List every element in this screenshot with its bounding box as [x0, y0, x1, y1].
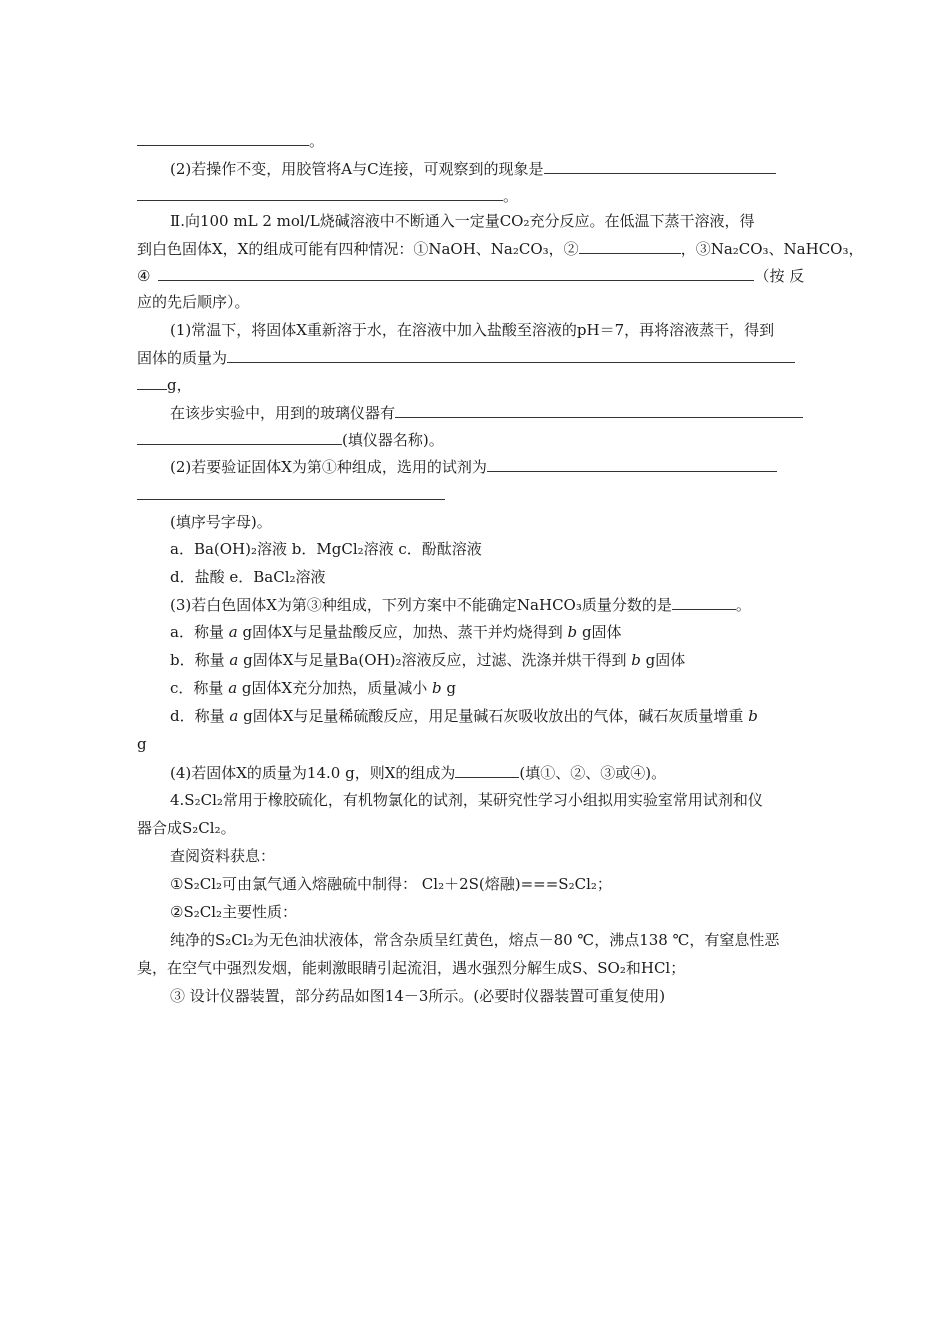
question-4-text: (4)若固体X的质量为14.0 g，则X的组成为 (填①、②、③或④)。 — [170, 764, 667, 782]
question-2-reagent: (2)若要验证固体X为第①种组成，选用的试剂为 — [170, 456, 777, 478]
question-2-options-de: d．盐酸 e．BaCl₂溶液 — [170, 568, 326, 586]
problem-4-intro-cont: 器合成S₂Cl₂。 — [137, 819, 236, 837]
answer-blank[interactable] — [227, 347, 795, 363]
answer-blank[interactable] — [137, 429, 342, 445]
answer-blank[interactable] — [158, 265, 754, 281]
reference-item-2: ②S₂Cl₂主要性质： — [170, 903, 298, 921]
answer-blank[interactable] — [137, 185, 503, 201]
answer-blank[interactable] — [579, 238, 681, 254]
section-ii-order-note: 应的先后顺序）。 — [137, 293, 250, 311]
answer-blank[interactable] — [455, 762, 519, 778]
answer-blank[interactable] — [487, 456, 777, 472]
question-3-option-a: a．称量 a g固体X与足量盐酸反应，加热、蒸干并灼烧得到 b g固体 — [170, 623, 622, 641]
question-3-option-d: d．称量 a g固体X与足量稀硫酸反应，用足量碱石灰吸收放出的气体，碱石灰质量增重 b — [170, 707, 758, 725]
properties-text-cont: 臭，在空气中强烈发烟，能刺激眼睛引起流泪，遇水强烈分解生成S、SO₂和HCl； — [137, 959, 686, 977]
answer-blank[interactable] — [137, 130, 309, 146]
answer-line-3: 。 — [137, 185, 518, 207]
question-1-text: (1)常温下，将固体X重新溶于水，在溶液中加入盐酸至溶液的pH＝7，再将溶液蒸干，得到 — [170, 321, 775, 339]
question-1-glassware: 在该步实验中，用到的玻璃仪器有 — [170, 402, 803, 424]
problem-4-intro: 4.S₂Cl₂常用于橡胶硫化，有机物氯化的试剂，某研究性学习小组拟用实验室常用试剂和仪 — [170, 791, 763, 809]
question-2-note: (填序号字母)。 — [170, 513, 272, 531]
answer-line-1: 。 — [137, 130, 324, 152]
section-ii-intro: Ⅱ.向100 mL 2 mol/L烧碱溶液中不断通入一定量CO₂充分反应。在低温下蒸干溶液，得 — [170, 212, 755, 230]
answer-blank[interactable] — [137, 484, 445, 500]
reference-item-3: ③ 设计仪器装置，部分药品如图14－3所示。(必要时仪器装置可重复使用) — [170, 987, 666, 1005]
reference-item-1: ①S₂Cl₂可由氯气通入熔融硫中制得： Cl₂＋2S(熔融)===S₂Cl₂； — [170, 875, 612, 893]
question-2-reagent-cont — [137, 484, 445, 506]
question-2-operation: (2)若操作不变，用胶管将A与C连接，可观察到的现象是 — [170, 158, 776, 180]
reference-heading: 查阅资料获息： — [170, 847, 276, 865]
section-ii-options: 到白色固体X，X的组成可能有四种情况：①NaOH、Na₂CO₃，② ，③Na₂CO₃、NaHCO₃， — [137, 240, 864, 258]
answer-blank[interactable] — [544, 158, 776, 174]
question-2-options-abc: a．Ba(OH)₂溶液 b．MgCl₂溶液 c．酚酞溶液 — [170, 540, 482, 558]
question-3-text: (3)若白色固体X为第③种组成，下列方案中不能确定NaHCO₃质量分数的是 。 — [170, 596, 751, 614]
properties-text: 纯净的S₂Cl₂为无色油状液体，常含杂质呈红黄色，熔点－80 ℃，沸点138 ℃，有窒息性恶 — [170, 931, 780, 949]
question-1-glassware-cont: (填仪器名称)。 — [137, 429, 444, 451]
question-3-option-d-unit: g — [137, 735, 147, 753]
question-3-option-b: b．称量 a g固体X与足量Ba(OH)₂溶液反应，过滤、洗涤并烘干得到 b g固体 — [170, 651, 686, 669]
section-ii-option-4: ④ （按 反 — [137, 267, 805, 285]
question-3-option-c: c．称量 a g固体X充分加热，质量减小 b g — [170, 679, 456, 697]
question-1-unit: g， — [137, 374, 192, 396]
answer-blank[interactable] — [672, 594, 736, 610]
answer-blank[interactable] — [395, 402, 803, 418]
question-1-mass: 固体的质量为 — [137, 347, 795, 369]
answer-blank[interactable] — [137, 374, 167, 390]
